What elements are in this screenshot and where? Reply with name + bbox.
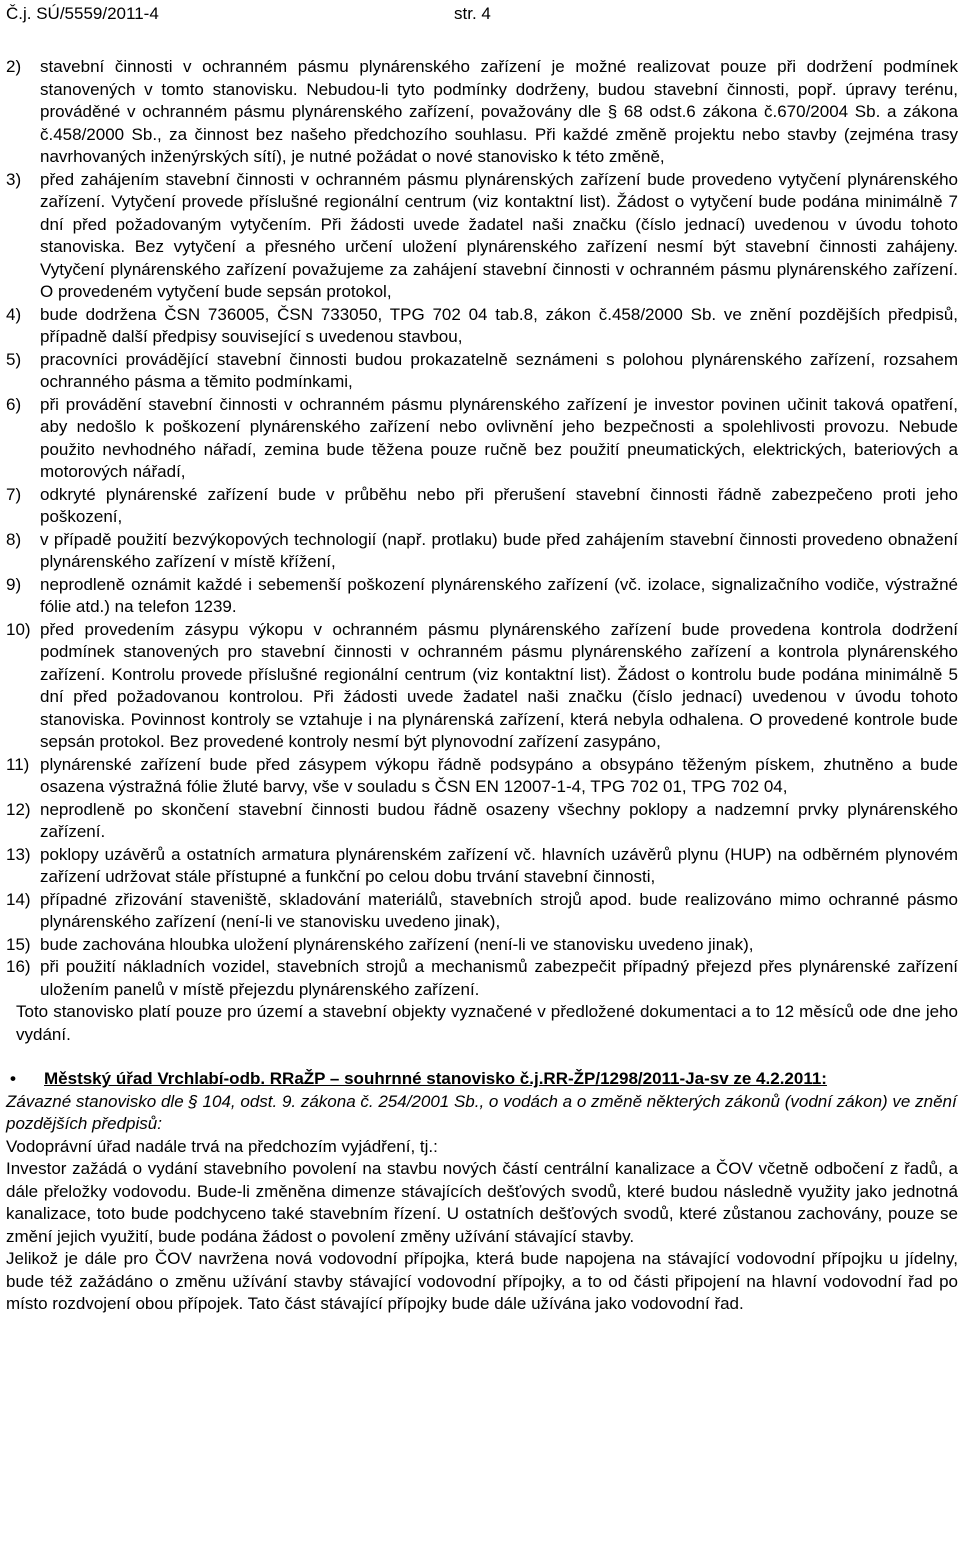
conditions-list — [6, 56, 958, 1001]
item-number: 12) — [6, 799, 31, 819]
list-item — [6, 956, 958, 1001]
item-text: bude dodržena ČSN 736005, ČSN 733050, TPG 702 04 tab.8, zákon č.458/2000 Sb. ve znění pozdějších předpisů, případně další předpisy související s uvedenou stavbou, — [40, 304, 958, 346]
item-number: 5) — [6, 349, 22, 369]
list-item — [6, 754, 958, 799]
list-item — [6, 394, 958, 484]
paragraph: Vodoprávní úřad nadále trvá na předchozím vyjádření, tj.: — [6, 1136, 438, 1156]
item-number: 11) — [6, 754, 30, 774]
list-item — [6, 56, 958, 169]
document-body — [6, 56, 958, 1316]
item-number: 6) — [6, 394, 22, 414]
item-number: 15) — [6, 934, 31, 954]
list-item — [6, 169, 958, 304]
item-text: před provedením zásypu výkopu v ochranném pásmu plynárenského zařízení bude provedena kontrola dodržení podmínek stanovených pro stavební činnosti v ochranném pásmu plynárenského zařízení a kontrola plynárenského zařízení. Kontrolu provede příslušné regionální centrum (viz kontaktní list). Žádost o kontrolu bude podána minimálně 5 dní před požadovanou kontrolou. Při žádosti uvede žadatel naši značku (číslo jednací) uvedenou v úvodu tohoto stanoviska. Povinnost kontroly se vztahuje i na plynárenská zařízení, která nebyla odhalena. O provedené kontrole bude sepsán protokol. Bez provedené kontroly nesmí být plynovodní zařízení zasypáno, — [40, 619, 958, 751]
section-title: Městský úřad Vrchlabí-odb. RRaŽP – souhrnné stanovisko č.j.RR-ŽP/1298/2011-Ja-sv ze 4.2.2011: — [44, 1069, 827, 1088]
validity-note: Toto stanovisko platí pouze pro území a stavební objekty vyznačené v předložené dokumentaci a to 12 měsíců ode dne jeho vydání. — [16, 1002, 958, 1044]
item-number: 9) — [6, 574, 22, 594]
item-text: případné zřizování staveniště, skladování materiálů, stavebních strojů apod. bude realizováno mimo ochranné pásmo plynárenského zařízení (není-li ve stanovisku uvedeno jinak), — [40, 889, 958, 931]
item-text: při použití nákladních vozidel, stavebních strojů a mechanismů zabezpečit případný přejezd přes plynárenské zařízení uložením panelů v místě přejezdu plynárenského zařízení. — [40, 957, 958, 999]
section-heading — [6, 1068, 958, 1091]
item-text: bude zachována hloubka uložení plynárenského zařízení (není-li ve stanovisku uvedeno jinak), — [40, 934, 754, 954]
list-item — [6, 349, 958, 394]
item-number: 3) — [6, 169, 22, 189]
item-text: neprodleně oznámit každé i sebemenší poškození plynárenského zařízení (vč. izolace, signalizačního vodiče, výstražné fólie atd.) na telefon 1239. — [40, 574, 958, 616]
item-text: při provádění stavební činnosti v ochranném pásmu plynárenského zařízení je investor povinen učinit taková opatření, aby nedošlo k poškození plynárenského zařízení nebo ovlivnění jeho bezpečnosti a spolehlivosti provozu. Nebude použito nevhodného nářadí, zemina bude těžena pouze ručně bez použití pneumatických, elektrických, bateriových a motorových nářadí, — [40, 394, 958, 481]
list-item — [6, 619, 958, 754]
page-number: str. 4 — [454, 4, 491, 23]
list-item — [6, 889, 958, 934]
item-text: neprodleně po skončení stavební činnosti budou řádně osazeny všechny poklopy a nadzemní prvky plynárenského zařízení. — [40, 799, 958, 841]
paragraph: Jelikož je dále pro ČOV navržena nová vodovodní přípojka, která bude napojena na stávající vodovodní přípojku u jídelny, bude též zažádáno o změnu užívání stavby stávající vodovodní přípojky, a to od části připojení na hlavní vodovodní řad po místo rozdvojení obou přípojek. Tato část stávající přípojky bude dále užívána jako vodovodní řad. — [6, 1249, 958, 1313]
item-number: 14) — [6, 889, 31, 909]
item-text: odkryté plynárenské zařízení bude v průběhu nebo při přerušení stavební činnosti řádně zabezpečeno proti jeho poškození, — [40, 484, 958, 526]
list-item — [6, 934, 958, 957]
item-number: 4) — [6, 304, 22, 324]
item-number: 13) — [6, 844, 31, 864]
list-item — [6, 529, 958, 574]
item-text: stavební činnosti v ochranném pásmu plynárenského zařízení je možné realizovat pouze při dodržení podmínek stanovených v tomto stanovisku. Nebudou-li tyto podmínky dodrženy, budou stavební činnosti, popř. úpravy terénu, prováděné v ochranném pásmu plynárenského zařízení, považovány dle § 68 odst.6 zákona č.670/2004 Sb. a zákona č.458/2000 Sb., za činnost bez našeho předchozího souhlasu. Při každé změně projektu nebo stavby (zejména trasy navrhovaných inženýrských sítí), je nutné požádat o nové stanovisko k této změně, — [40, 57, 958, 166]
paragraph: Investor zažádá o vydání stavebního povolení na stavbu nových částí centrální kanalizace a ČOV včetně odbočení z řadů, a dále přeložky vodovodu. Bude-li změněna dimenze stávajících dešťových svodů, které budou následně využity jako jednotná kanalizace, toto bude podchyceno také stavebním řízení. U ostatních dešťových svodů, které zůstanou zachovány, pouze se změní jejich využití, bude podána žádost o povolení změny užívání stávající stavby. — [6, 1159, 958, 1246]
item-number: 7) — [6, 484, 22, 504]
list-item — [6, 844, 958, 889]
legal-basis: Závazné stanovisko dle § 104, odst. 9. zákona č. 254/2001 Sb., o vodách a o změně některých zákonů (vodní zákon) ve znění pozdějších předpisů: — [6, 1091, 957, 1133]
item-text: poklopy uzávěrů a ostatních armatura plynárenském zařízení vč. hlavních uzávěrů plynu (HUP) na odběrném plynovém zařízení udržovat stále přístupné a funkční po celou dobu trvání stavební činnosti, — [40, 844, 958, 886]
item-number: 2) — [6, 57, 22, 76]
item-number: 10) — [6, 619, 31, 639]
item-number: 8) — [6, 529, 22, 549]
bullet-icon: • — [10, 1069, 16, 1088]
item-text: pracovníci provádějící stavební činnosti budou prokazatelně seznámeni s polohou plynárenského zařízení, rozsahem ochranného pásma a těmito podmínkami, — [40, 349, 958, 391]
list-item — [6, 799, 958, 844]
item-number: 16) — [6, 957, 31, 976]
item-text: před zahájením stavební činnosti v ochranném pásmu plynárenských zařízení bude provedeno vytyčení plynárenského zařízení. Vytyčení provede příslušné regionální centrum (viz kontaktní list). Žádost o vytyčení bude podána minimálně 7 dní před požadovaným vytyčením. Při žádosti uvede žadatel naši značku (číslo jednací) uvedenou v úvodu tohoto stanoviska. Bez vytyčení a přesného určení uložení plynárenského zařízení nesmí být stavební činnosti zahájeny. Vytyčení plynárenského zařízení považujeme za zahájení stavební činnosti v ochranném pásmu plynárenského zařízení. O provedeném vytyčení bude sepsán protokol, — [40, 169, 958, 301]
list-item — [6, 484, 958, 529]
list-item — [6, 304, 958, 349]
item-text: v případě použití bezvýkopových technologií (např. protlaku) bude před zahájením stavební činnosti provedeno obnažení plynárenského zařízení v místě křížení, — [40, 529, 958, 571]
item-text: plynárenské zařízení bude před zásypem výkopu řádně podsypáno a obsypáno těženým pískem, zhutněno a bude osazena výstražná fólie žluté barvy, vše v souladu s ČSN EN 12007-1-4, TPG 702 01, TPG 702 04, — [40, 754, 958, 796]
list-item — [6, 574, 958, 619]
document-reference: Č.j. SÚ/5559/2011-4 — [6, 4, 159, 23]
